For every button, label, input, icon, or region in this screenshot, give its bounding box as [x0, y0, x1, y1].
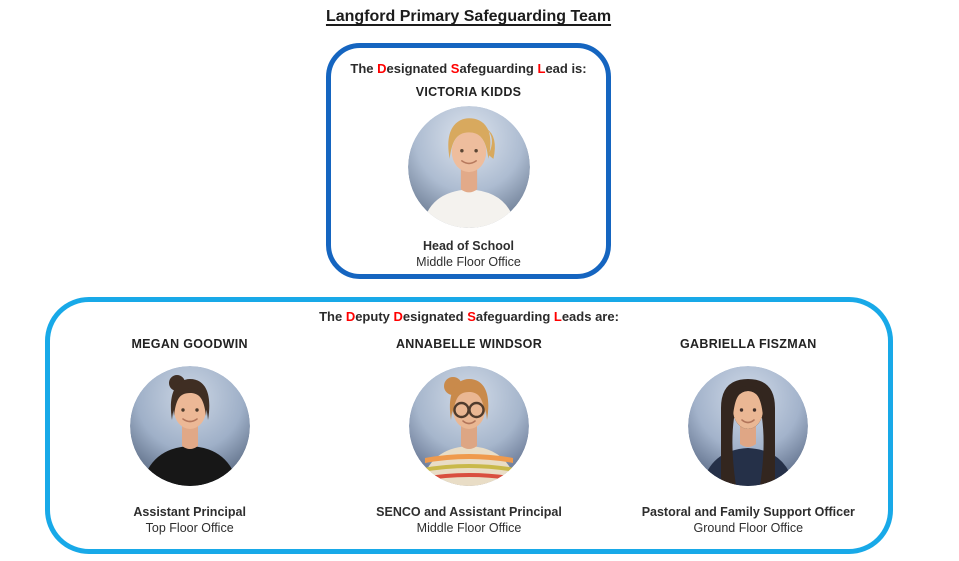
gabriella-fiszman-photo [688, 366, 808, 486]
annabelle-windsor-photo [409, 366, 529, 486]
person-role: Assistant Principal [133, 505, 246, 519]
deputy-cards-row [50, 337, 888, 535]
person-card-megan-goodwin [50, 337, 329, 535]
person-card-annabelle-windsor [329, 337, 608, 535]
person-card-gabriella-fiszman [609, 337, 888, 535]
deputy-safeguarding-leads-box [45, 297, 893, 554]
dsl-heading: The Designated Safeguarding Lead is: [350, 61, 587, 76]
ddsl-heading: The Deputy Designated Safeguarding Leads are: [319, 309, 619, 324]
person-office: Middle Floor Office [416, 255, 521, 269]
designated-safeguarding-lead-box [326, 43, 611, 279]
person-name: GABRIELLA FISZMAN [680, 337, 817, 351]
person-role: Pastoral and Family Support Officer [641, 505, 855, 519]
victoria-kidds-photo [408, 106, 530, 228]
person-role: SENCO and Assistant Principal [376, 505, 562, 519]
page-title: Langford Primary Safeguarding Team [325, 8, 612, 25]
person-name: MEGAN GOODWIN [131, 337, 248, 351]
person-name: VICTORIA KIDDS [415, 85, 522, 99]
person-role: Head of School [423, 239, 514, 253]
person-office: Middle Floor Office [416, 521, 522, 535]
person-office: Ground Floor Office [693, 521, 804, 535]
person-office: Top Floor Office [145, 521, 234, 535]
person-name: ANNABELLE WINDSOR [395, 337, 543, 351]
megan-goodwin-photo [130, 366, 250, 486]
